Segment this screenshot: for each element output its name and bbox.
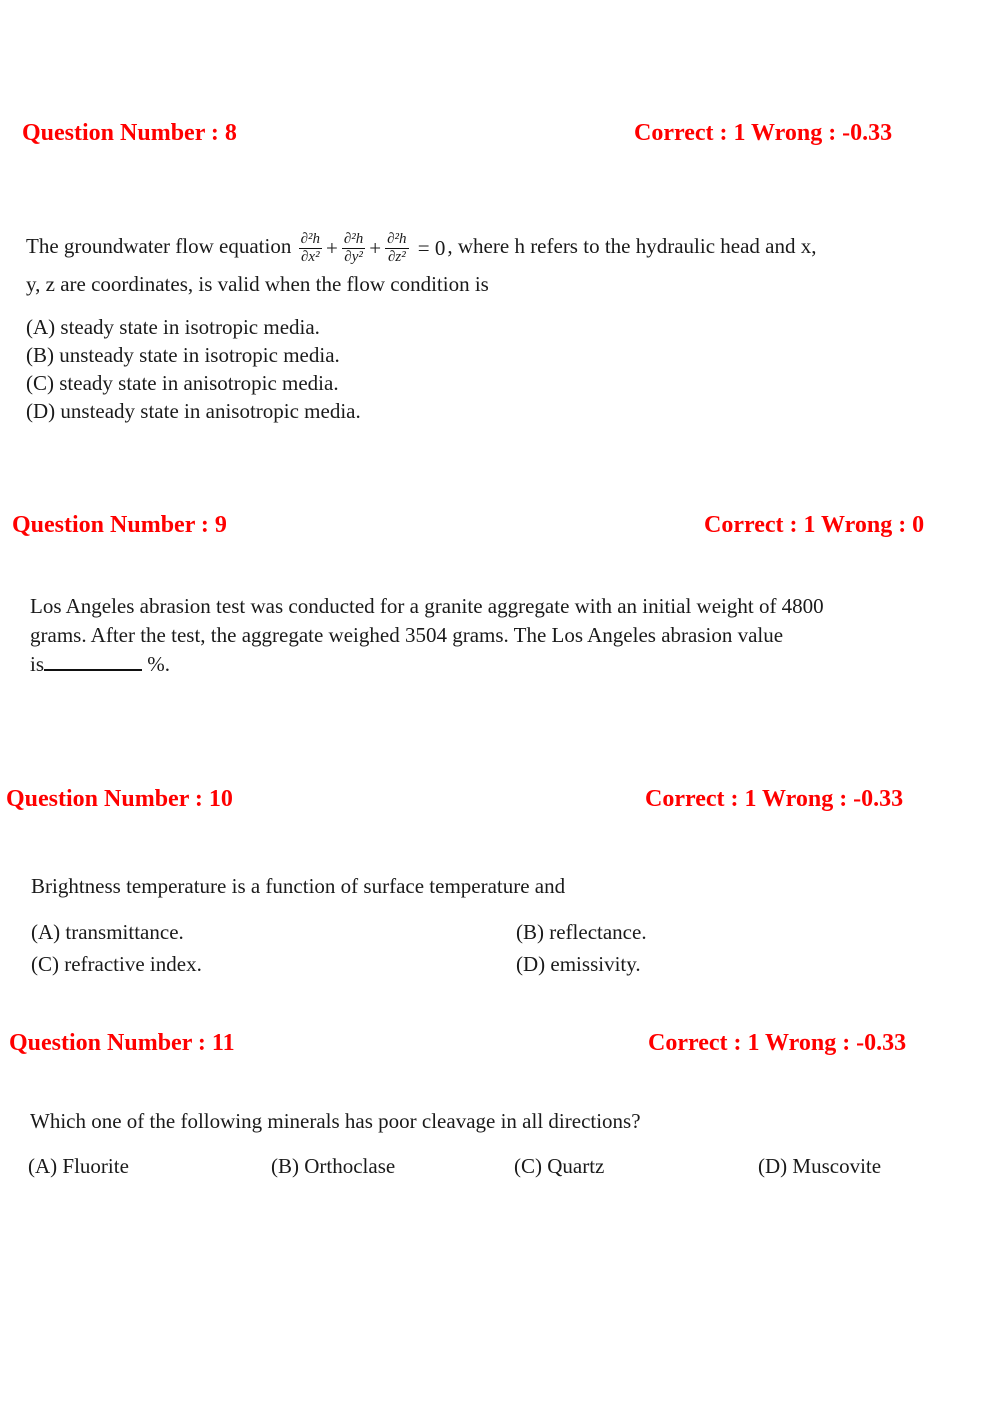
question-9-text-line1: Los Angeles abrasion test was conducted for a granite aggregate with an initial weight of 4800 xyxy=(30,594,824,618)
question-8-option-b[interactable]: (B) unsteady state in isotropic media. xyxy=(26,343,340,367)
question-11-marks: Correct : 1 Wrong : -0.33 xyxy=(648,1030,907,1056)
question-10-option-a[interactable]: (A) transmittance. xyxy=(31,920,184,944)
question-8-marks: Correct : 1 Wrong : -0.33 xyxy=(634,120,893,146)
question-10-option-b[interactable]: (B) reflectance. xyxy=(516,920,647,944)
question-9-header: Question Number : 9 xyxy=(12,512,227,538)
question-9-line3-prefix: is xyxy=(30,652,45,676)
question-10-marks: Correct : 1 Wrong : -0.33 xyxy=(645,786,904,812)
question-8-text-line2: y, z are coordinates, is valid when the flow condition is xyxy=(26,272,489,296)
term-z-numerator: ∂²h xyxy=(387,230,407,247)
question-8-option-c[interactable]: (C) steady state in anisotropic media. xyxy=(26,371,339,395)
question-8-text-before: The groundwater flow equation xyxy=(26,234,292,258)
term-x-denominator: ∂x² xyxy=(301,248,320,265)
term-y-denominator: ∂y² xyxy=(344,248,363,265)
question-9-text-line3 xyxy=(30,650,170,679)
equation-term-y xyxy=(342,231,365,266)
question-8-text-after: , where h refers to the hydraulic head and x, xyxy=(447,234,817,258)
question-11-option-d[interactable]: (D) Muscovite xyxy=(758,1154,882,1178)
question-9-line3-suffix: %. xyxy=(142,652,171,676)
term-y-numerator: ∂²h xyxy=(343,230,364,247)
question-11-option-c[interactable]: (C) Quartz xyxy=(514,1154,605,1178)
term-x-numerator: ∂²h xyxy=(300,230,321,247)
question-10-option-c[interactable]: (C) refractive index. xyxy=(31,952,202,976)
question-9-text-line2: grams. After the test, the aggregate weighed 3504 grams. The Los Angeles abrasion value xyxy=(30,623,784,647)
question-8-header: Question Number : 8 xyxy=(22,120,237,146)
question-10-option-d[interactable]: (D) emissivity. xyxy=(516,952,641,976)
question-8-option-a[interactable]: (A) steady state in isotropic media. xyxy=(26,315,320,339)
question-11-option-b[interactable]: (B) Orthoclase xyxy=(271,1154,396,1178)
question-10-text: Brightness temperature is a function of surface temperature and xyxy=(31,874,566,898)
plus-sign: + xyxy=(369,236,382,261)
question-11-option-a[interactable]: (A) Fluorite xyxy=(28,1154,129,1178)
question-8-option-d[interactable]: (D) unsteady state in anisotropic media. xyxy=(26,399,361,423)
term-z-denominator: ∂z² xyxy=(387,248,406,265)
equals-zero: = 0 xyxy=(417,236,446,261)
question-10-header: Question Number : 10 xyxy=(6,786,233,812)
equation-term-x xyxy=(299,231,322,266)
answer-blank[interactable] xyxy=(44,651,142,671)
plus-sign: + xyxy=(326,236,338,261)
equation-term-z xyxy=(385,231,408,266)
question-11-text: Which one of the following minerals has poor cleavage in all directions? xyxy=(30,1109,641,1133)
question-8-text-line1 xyxy=(26,224,817,270)
question-11-header: Question Number : 11 xyxy=(9,1030,235,1056)
question-9-marks: Correct : 1 Wrong : 0 xyxy=(704,512,925,538)
